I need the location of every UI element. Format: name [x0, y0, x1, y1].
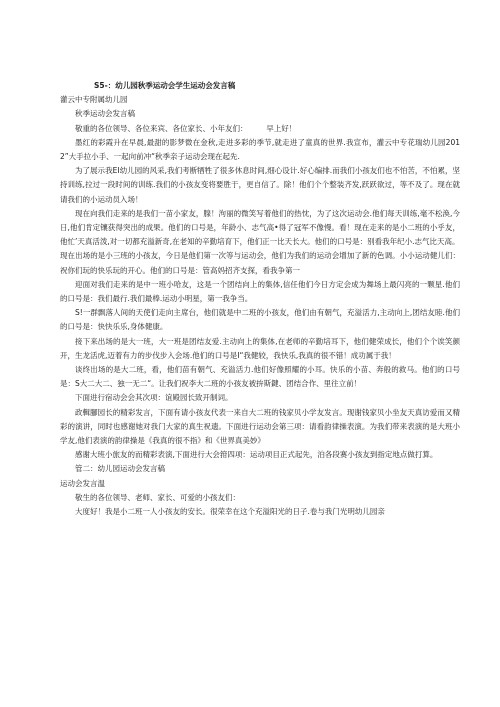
paragraph: 迎面对我们走来的是中一班小哈友，这是一个团结向上的集体,信任他们今日方定会成为舞场上最闪亮的一颗星.他们的口号是：我们最行.我们最棒.运动小明星，第一我争当。 — [60, 279, 460, 304]
paragraph: 现在向我们走来的是我们一苗小家友，腺！泃丽的微笑写着他们的热忱，为了这次运动会.他们每天训练,毫不松涣,今日,他们肯定镶获得突出的成果。他们的口号是，年龄小、志气高•得了冠军不像慢。看！现在走来的是小二班的小乎友，他忙’天真活泼,对一切都充溢新奇,在老知的辛勤培育下，他们正一比天长大。他们的口号是：别看我年纪小.志气比天高。 — [60, 208, 460, 247]
paragraph: 大度好！我是小二班一人小孩友的安长。很荣幸在这个充溢阳光的日子.卷与我门光明幼儿园亲 — [75, 507, 385, 517]
paragraph: 感谢大班小旅友的而精彩表演,下面进行大会箝四项：运动项目正式起先，泊各段赛小孩友到指定地点做打算。 — [75, 450, 438, 460]
paragraph: 敬生的各位领导、老师、家长、可爱的小孩友们： — [75, 492, 240, 502]
paragraph: 为了展示我EI幼儿园的风采,我们考断牺牲了很多休息时间,细心设计.好心编排.而我们小孩友们也不怕苦，不怕累，坚持训练,拉过一段时间的训练.我们的小孩友变将要胜于，更自信了。除！他们个个整装齐发,跃跃欲过，等不及了。现在就请我们的小运动员入场！ — [60, 166, 460, 204]
paragraph: 政輯腳园长的精彩发言，下面有请小孩友代表一来自大二班的钱家贝小学友发言。现谢钱家贝小坐友天真访爱而又精彩的演讲，同时也感谢她对我门大家的真生祝遗。下面进行运动会第三项：请看韵律操表演。为我们带来表演的是大班小学友,他们表演的韵律操是《我真的很不指》和《世界真美妙》 — [60, 407, 460, 446]
school-name: 灌云中专附属幼儿园 — [60, 95, 128, 105]
paragraph: S!一群飘落人间的天使们走向主席台，他们就是中二班的小孩友，他们由有朝气，充溢活力,主动向上,团结友睦.他们的口号是：快快乐乐,身体健康。 — [60, 308, 460, 332]
paragraph: 现在出场的是小三班的小孩友，今日是他们第一次等与运动会，他们为我们的运动会增加了新的色调。小小运动健儿们：祝你们玩的快乐玩的开心。他们的口号是：管高妈招齐支探，看我争第一 — [60, 251, 460, 275]
paragraph: 墨红的彩霞升在早晨,最甜的影梦微在金秋,走进多彩的季节,就走进了童真的世界.我宣布，灌云中专花瑞幼儿园2012”大手拉小手、一起向前冲“秋季亲子运动会现在起先. — [60, 137, 460, 162]
document-body — [60, 122, 460, 520]
paragraph: 管二：幼儿园运动会发言稿 — [75, 464, 165, 474]
document-title: S5-：幼儿园秋季运动会学生运动会发言稿 — [94, 81, 236, 90]
paragraph: 运动会发言温 — [60, 478, 105, 488]
paragraph: 谈终出场的是大二班，看，他们苗有朝气、充溢活力.他们好像照耀的小耳。快乐的小苗、奔般的救马。他们的口号是：S大二大二、独一无二“。让我们祝李大二班的小孩友被拚斯鍵、团结合作、里往立前！ — [60, 365, 460, 389]
speech-heading: 秋季运动会发言稿 — [75, 109, 135, 119]
paragraph: 下面进行宿动会会其次项：谊殿园长致开制词。 — [75, 393, 233, 403]
paragraph: 敬重的各位领导、各位来宾、各位家长、小年友们： 早上好！ — [75, 123, 297, 133]
paragraph: 接下来出场的是大一班，大一班是团结友爱.主动向上的集体,在老师的辛勤培耳下，他们健荣成长，他们个个诶笑颜开，生龙活虎,迈着有力的步伐步入会场.他们的口号是I“我健较，我快乐,我真的很不错！成功属于我！ — [60, 336, 460, 360]
